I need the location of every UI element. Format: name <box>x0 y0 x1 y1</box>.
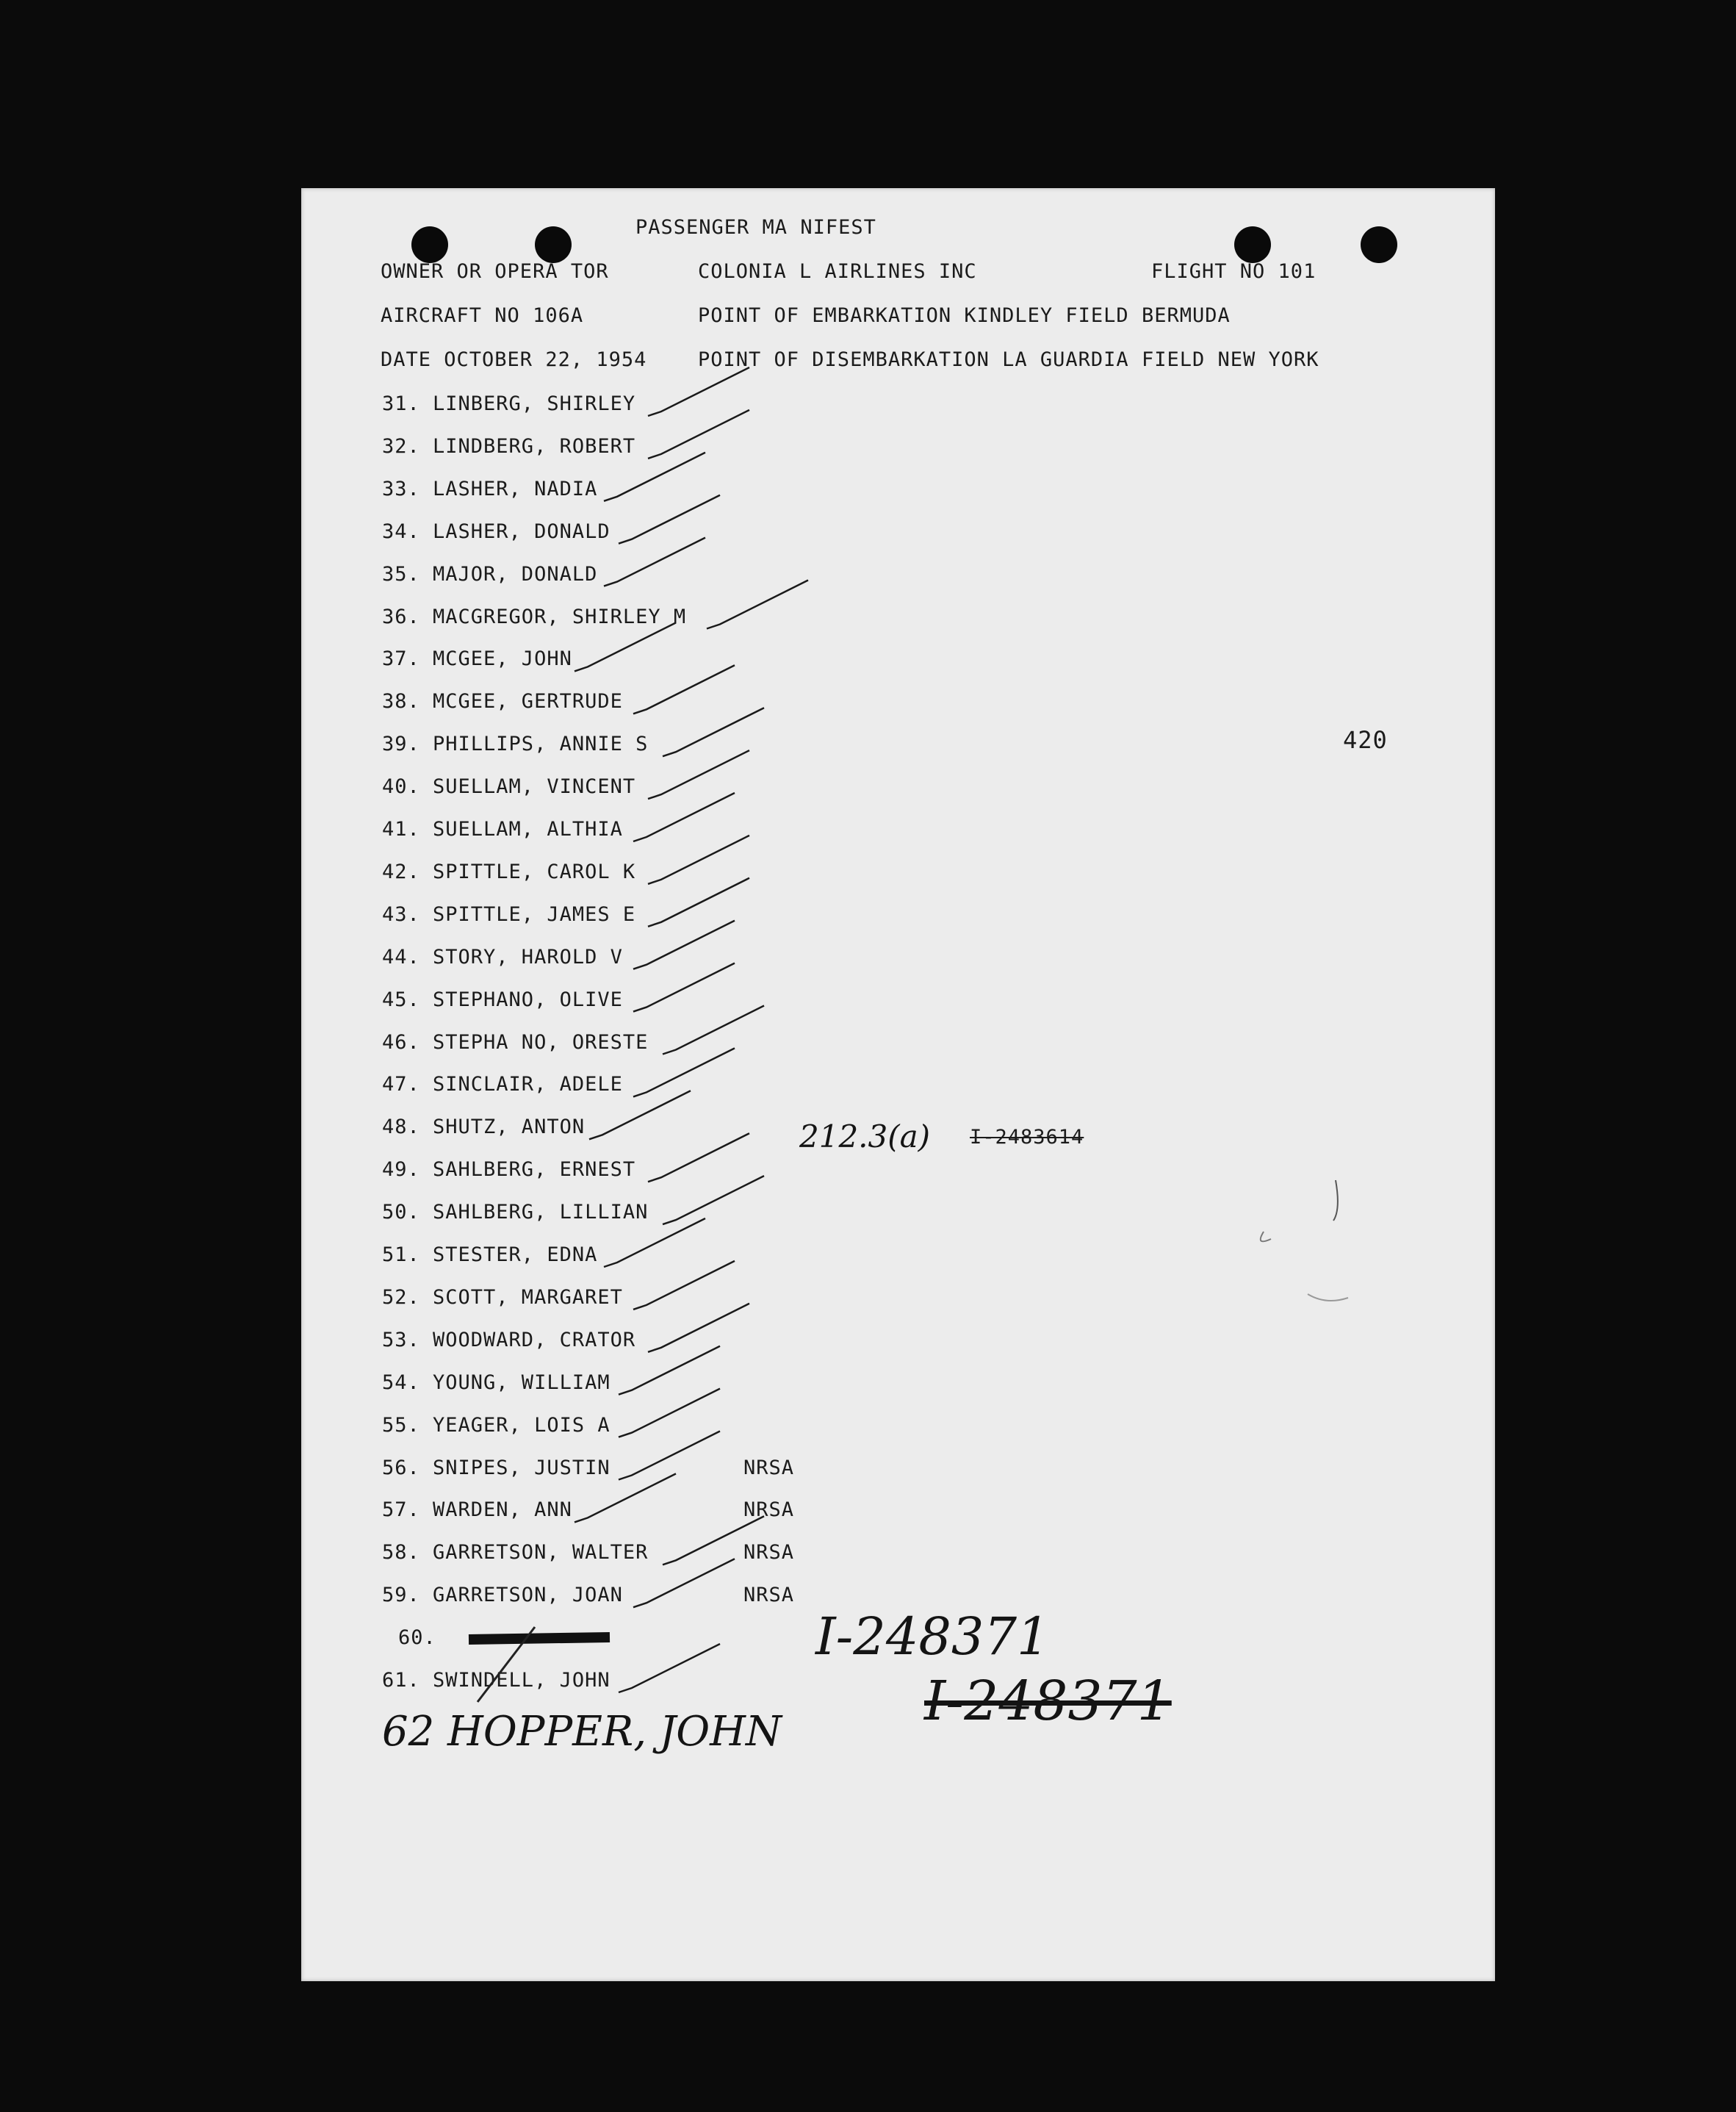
passenger-status-note: NRSA <box>743 1541 795 1565</box>
check-mark <box>604 453 705 501</box>
check-mark <box>648 367 749 416</box>
handwritten-added-passenger: 62 HOPPER, JOHN <box>382 1708 782 1756</box>
check-mark <box>663 1006 764 1055</box>
passenger-row: 32. LINDBERG, ROBERT <box>382 434 636 458</box>
check-mark <box>707 581 808 629</box>
page-number: 420 <box>1343 726 1388 754</box>
pen-stroke <box>1261 1232 1271 1241</box>
check-mark <box>633 963 735 1012</box>
struck-reference: I-2483614 <box>970 1126 1084 1149</box>
owner-value: COLONIA L AIRLINES INC <box>698 260 977 283</box>
passenger-row: 43. SPITTLE, JAMES E <box>382 902 636 926</box>
manifest-page <box>301 188 1495 1981</box>
check-mark <box>575 622 676 671</box>
pen-stroke <box>1333 1180 1338 1221</box>
manifest-title: PASSENGER MA NIFEST <box>635 216 876 239</box>
redaction-bar <box>469 1637 610 1639</box>
check-mark <box>604 538 705 586</box>
check-mark <box>575 1473 676 1522</box>
embarkation-point: POINT OF EMBARKATION KINDLEY FIELD BERMUDA <box>698 304 1231 327</box>
check-mark <box>633 665 735 714</box>
passenger-row: 35. MAJOR, DONALD <box>382 562 598 586</box>
check-mark <box>663 1176 764 1224</box>
check-mark <box>633 1048 735 1096</box>
passenger-status-note: NRSA <box>743 1456 795 1479</box>
passenger-row: 54. YOUNG, WILLIAM <box>382 1371 611 1394</box>
check-mark <box>619 1432 720 1480</box>
handwritten-reference: 212.3(a) <box>799 1118 931 1154</box>
passenger-row: 59. GARRETSON, JOAN <box>382 1584 623 1607</box>
owner-label: OWNER OR OPERA TOR <box>381 260 609 283</box>
check-mark <box>648 1133 749 1182</box>
passenger-status-note: NRSA <box>743 1498 795 1522</box>
check-mark <box>633 1559 735 1607</box>
passenger-row: 45. STEPHANO, OLIVE <box>382 988 623 1011</box>
check-mark <box>663 708 764 756</box>
passenger-row: 40. SUELLAM, VINCENT <box>382 775 636 799</box>
pen-stroke <box>1308 1294 1348 1301</box>
passenger-row: 48. SHUTZ, ANTON <box>382 1116 586 1139</box>
passenger-row: 57. WARDEN, ANN <box>382 1498 572 1522</box>
handwritten-number-top: I-248371 <box>815 1606 1050 1667</box>
passenger-row: 31. LINBERG, SHIRLEY <box>382 392 636 415</box>
passenger-row: 42. SPITTLE, CAROL K <box>382 860 636 883</box>
passenger-row: 58. GARRETSON, WALTER <box>382 1541 649 1565</box>
check-mark <box>648 750 749 799</box>
handwritten-number-bottom: I-248371 <box>924 1670 1172 1733</box>
check-mark <box>663 1516 764 1565</box>
passenger-row: 47. SINCLAIR, ADELE <box>382 1073 623 1096</box>
passenger-row: 60. <box>398 1626 436 1650</box>
passenger-row: 33. LASHER, NADIA <box>382 477 598 500</box>
passenger-row: 56. SNIPES, JUSTIN <box>382 1456 611 1479</box>
check-mark <box>648 878 749 927</box>
flight-date: DATE OCTOBER 22, 1954 <box>381 348 647 371</box>
passenger-row: 44. STORY, HAROLD V <box>382 945 623 969</box>
check-mark <box>589 1091 691 1139</box>
passenger-row: 39. PHILLIPS, ANNIE S <box>382 733 649 756</box>
check-mark <box>633 1261 735 1310</box>
passenger-row: 61. SWINDELL, JOHN <box>382 1669 611 1692</box>
passenger-row: 55. YEAGER, LOIS A <box>382 1413 611 1437</box>
pen-check-marks <box>301 188 1495 1981</box>
check-mark <box>648 410 749 459</box>
check-mark <box>604 1218 705 1267</box>
flight-number: FLIGHT NO 101 <box>1151 260 1317 283</box>
passenger-row: 37. MCGEE, JOHN <box>382 647 572 671</box>
check-mark <box>633 921 735 969</box>
passenger-row: 51. STESTER, EDNA <box>382 1243 598 1266</box>
check-mark <box>619 1644 720 1692</box>
passenger-row: 53. WOODWARD, CRATOR <box>382 1328 636 1351</box>
passenger-row: 34. LASHER, DONALD <box>382 520 611 543</box>
passenger-row: 50. SAHLBERG, LILLIAN <box>382 1201 649 1224</box>
passenger-row: 38. MCGEE, GERTRUDE <box>382 690 623 714</box>
check-mark <box>633 793 735 841</box>
aircraft-number: AIRCRAFT NO 106A <box>381 304 584 327</box>
passenger-row: 41. SUELLAM, ALTHIA <box>382 818 623 841</box>
passenger-row: 52. SCOTT, MARGARET <box>382 1285 623 1309</box>
check-mark <box>648 836 749 884</box>
check-mark <box>648 1304 749 1352</box>
check-mark <box>619 1346 720 1395</box>
passenger-status-note: NRSA <box>743 1584 795 1607</box>
passenger-row: 36. MACGREGOR, SHIRLEY M <box>382 605 687 628</box>
passenger-row: 46. STEPHA NO, ORESTE <box>382 1030 649 1054</box>
check-mark <box>619 1389 720 1437</box>
check-mark-group <box>575 367 808 1692</box>
check-mark <box>619 495 720 544</box>
disembarkation-point: POINT OF DISEMBARKATION LA GUARDIA FIELD NEW YORK <box>698 348 1319 371</box>
passenger-row: 49. SAHLBERG, ERNEST <box>382 1158 636 1182</box>
